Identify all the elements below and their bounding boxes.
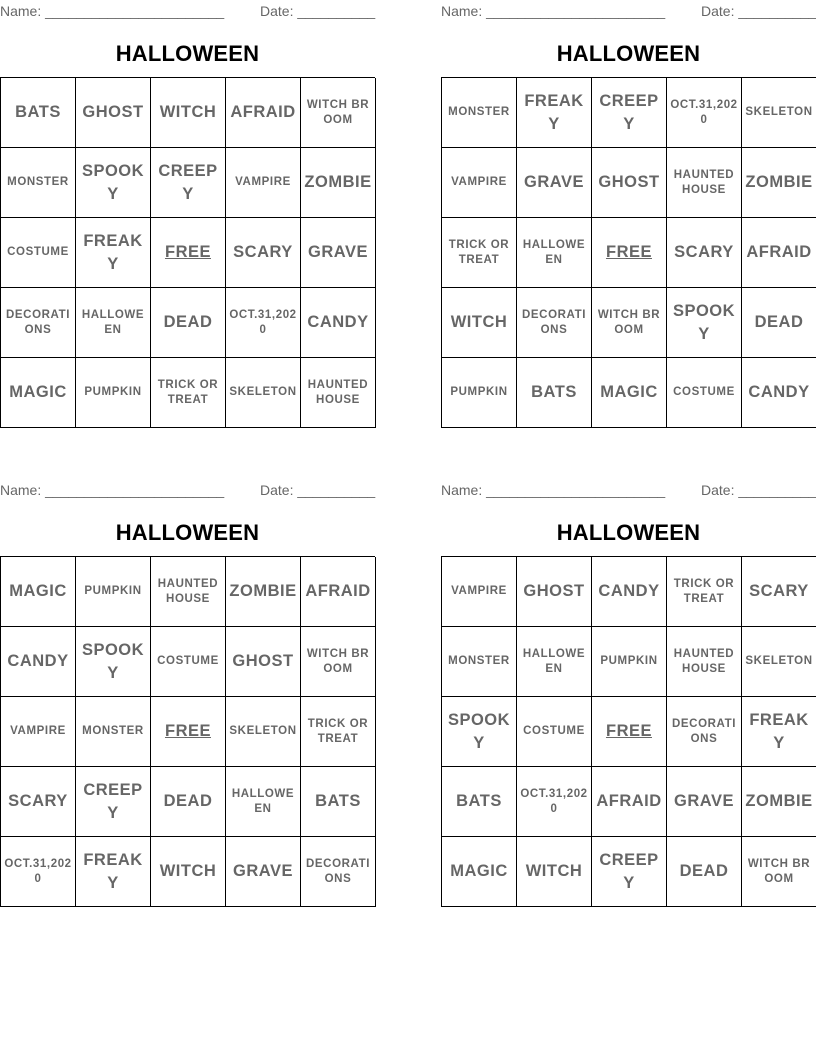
bingo-cell: TRICK OR TREAT	[301, 697, 376, 767]
bingo-cell: ZOMBIE	[742, 148, 816, 218]
bingo-cell: PUMPKIN	[442, 358, 517, 428]
bingo-cell: DECORATIONS	[667, 697, 742, 767]
free-space-cell: FREE	[151, 218, 226, 288]
bingo-cell: GHOST	[517, 557, 592, 627]
card-title: HALLOWEEN	[556, 520, 701, 545]
bingo-grid	[0, 77, 375, 428]
bingo-cell: WITCH	[151, 837, 226, 907]
bingo-cell: SCARY	[667, 218, 742, 288]
bingo-cell: MAGIC	[592, 358, 667, 428]
bingo-cell: MAGIC	[1, 557, 76, 627]
bingo-cell: MONSTER	[442, 627, 517, 697]
bingo-cell: FREAKY	[742, 697, 816, 767]
bingo-cell: SKELETON	[226, 358, 301, 428]
card-header	[441, 479, 816, 501]
bingo-cell: MONSTER	[1, 148, 76, 218]
bingo-cell: COSTUME	[517, 697, 592, 767]
date-field: Date: __________	[260, 482, 376, 498]
name-field: Name: _______________________	[441, 3, 666, 19]
date-field: Date: __________	[260, 3, 376, 19]
bingo-cell: SCARY	[226, 218, 301, 288]
bingo-cell: GHOST	[592, 148, 667, 218]
bingo-cell: ZOMBIE	[226, 557, 301, 627]
bingo-cell: AFRAID	[301, 557, 376, 627]
bingo-cell: PUMPKIN	[76, 358, 151, 428]
bingo-cell: CANDY	[592, 557, 667, 627]
bingo-cell: MAGIC	[442, 837, 517, 907]
bingo-cell: HAUNTED HOUSE	[667, 148, 742, 218]
bingo-card-1	[0, 0, 375, 428]
bingo-cell: OCT.31,2020	[226, 288, 301, 358]
bingo-cell: FREAKY	[76, 837, 151, 907]
bingo-cell: CREEPY	[151, 148, 226, 218]
date-field: Date: __________	[701, 482, 816, 498]
bingo-cell: CREEPY	[592, 837, 667, 907]
bingo-cell: TRICK OR TREAT	[151, 358, 226, 428]
bingo-cell: HALLOWEEN	[226, 767, 301, 837]
bingo-card-4	[441, 479, 816, 907]
bingo-cell: GRAVE	[301, 218, 376, 288]
bingo-cell: MAGIC	[1, 358, 76, 428]
bingo-grid	[0, 556, 375, 907]
bingo-cell: DEAD	[667, 837, 742, 907]
bingo-cell: DECORATIONS	[517, 288, 592, 358]
bingo-cell: DEAD	[151, 288, 226, 358]
bingo-cell: BATS	[517, 358, 592, 428]
bingo-cell: WITCH BROOM	[742, 837, 816, 907]
bingo-cell: AFRAID	[226, 78, 301, 148]
free-space-cell: FREE	[151, 697, 226, 767]
bingo-cell: FREAKY	[76, 218, 151, 288]
bingo-cell: SPOOKY	[76, 148, 151, 218]
bingo-cell: BATS	[301, 767, 376, 837]
bingo-cell: TRICK OR TREAT	[667, 557, 742, 627]
bingo-cell: CANDY	[1, 627, 76, 697]
card-header	[0, 0, 375, 22]
bingo-cell: OCT.31,2020	[667, 78, 742, 148]
name-field: Name: _______________________	[0, 3, 225, 19]
bingo-cell: WITCH BROOM	[592, 288, 667, 358]
bingo-cell: ZOMBIE	[742, 767, 816, 837]
bingo-cell: HAUNTED HOUSE	[301, 358, 376, 428]
bingo-cell: ZOMBIE	[301, 148, 376, 218]
bingo-cell: BATS	[1, 78, 76, 148]
bingo-cell: DEAD	[742, 288, 816, 358]
bingo-cell: DECORATIONS	[301, 837, 376, 907]
bingo-cell: MONSTER	[442, 78, 517, 148]
bingo-cell: SKELETON	[742, 627, 816, 697]
bingo-cell: COSTUME	[151, 627, 226, 697]
bingo-cell: PUMPKIN	[76, 557, 151, 627]
bingo-cell: CREEPY	[76, 767, 151, 837]
bingo-cell: WITCH BROOM	[301, 78, 376, 148]
bingo-cell: WITCH	[442, 288, 517, 358]
bingo-grid	[441, 556, 816, 907]
bingo-grid	[441, 77, 816, 428]
bingo-cell: SCARY	[742, 557, 816, 627]
bingo-cell: PUMPKIN	[592, 627, 667, 697]
bingo-cell: CANDY	[742, 358, 816, 428]
bingo-cell: COSTUME	[1, 218, 76, 288]
bingo-cell: GHOST	[226, 627, 301, 697]
bingo-cell: VAMPIRE	[442, 557, 517, 627]
bingo-cell: GRAVE	[226, 837, 301, 907]
bingo-cell: WITCH BROOM	[301, 627, 376, 697]
bingo-cell: HALLOWEEN	[76, 288, 151, 358]
bingo-cell: SKELETON	[226, 697, 301, 767]
bingo-cell: TRICK OR TREAT	[442, 218, 517, 288]
card-title: HALLOWEEN	[556, 41, 701, 66]
name-field: Name: _______________________	[0, 482, 225, 498]
name-field: Name: _______________________	[441, 482, 666, 498]
bingo-cell: WITCH	[151, 78, 226, 148]
bingo-cell: GRAVE	[667, 767, 742, 837]
bingo-cell: SCARY	[1, 767, 76, 837]
bingo-card-3	[0, 479, 375, 907]
bingo-cell: BATS	[442, 767, 517, 837]
bingo-cell: HALLOWEEN	[517, 627, 592, 697]
card-header	[441, 0, 816, 22]
bingo-card-2	[441, 0, 816, 428]
bingo-cell: VAMPIRE	[442, 148, 517, 218]
bingo-cell: VAMPIRE	[1, 697, 76, 767]
bingo-cell: SKELETON	[742, 78, 816, 148]
bingo-cell: SPOOKY	[76, 627, 151, 697]
bingo-cell: MONSTER	[76, 697, 151, 767]
bingo-cell: WITCH	[517, 837, 592, 907]
free-space-cell: FREE	[592, 218, 667, 288]
bingo-cell: DECORATIONS	[1, 288, 76, 358]
bingo-cell: VAMPIRE	[226, 148, 301, 218]
bingo-cell: COSTUME	[667, 358, 742, 428]
card-title: HALLOWEEN	[115, 520, 260, 545]
bingo-cell: AFRAID	[742, 218, 816, 288]
bingo-cell: FREAKY	[517, 78, 592, 148]
bingo-cell: GRAVE	[517, 148, 592, 218]
bingo-cell: SPOOKY	[667, 288, 742, 358]
bingo-cell: GHOST	[76, 78, 151, 148]
bingo-cell: SPOOKY	[442, 697, 517, 767]
bingo-cell: HAUNTED HOUSE	[667, 627, 742, 697]
bingo-cell: CANDY	[301, 288, 376, 358]
bingo-cell: OCT.31,2020	[1, 837, 76, 907]
card-title: HALLOWEEN	[115, 41, 260, 66]
bingo-cell: CREEPY	[592, 78, 667, 148]
bingo-cell: OCT.31,2020	[517, 767, 592, 837]
bingo-cell: HAUNTED HOUSE	[151, 557, 226, 627]
bingo-cell: HALLOWEEN	[517, 218, 592, 288]
bingo-cell: AFRAID	[592, 767, 667, 837]
free-space-cell: FREE	[592, 697, 667, 767]
date-field: Date: __________	[701, 3, 816, 19]
card-header	[0, 479, 375, 501]
bingo-cell: DEAD	[151, 767, 226, 837]
